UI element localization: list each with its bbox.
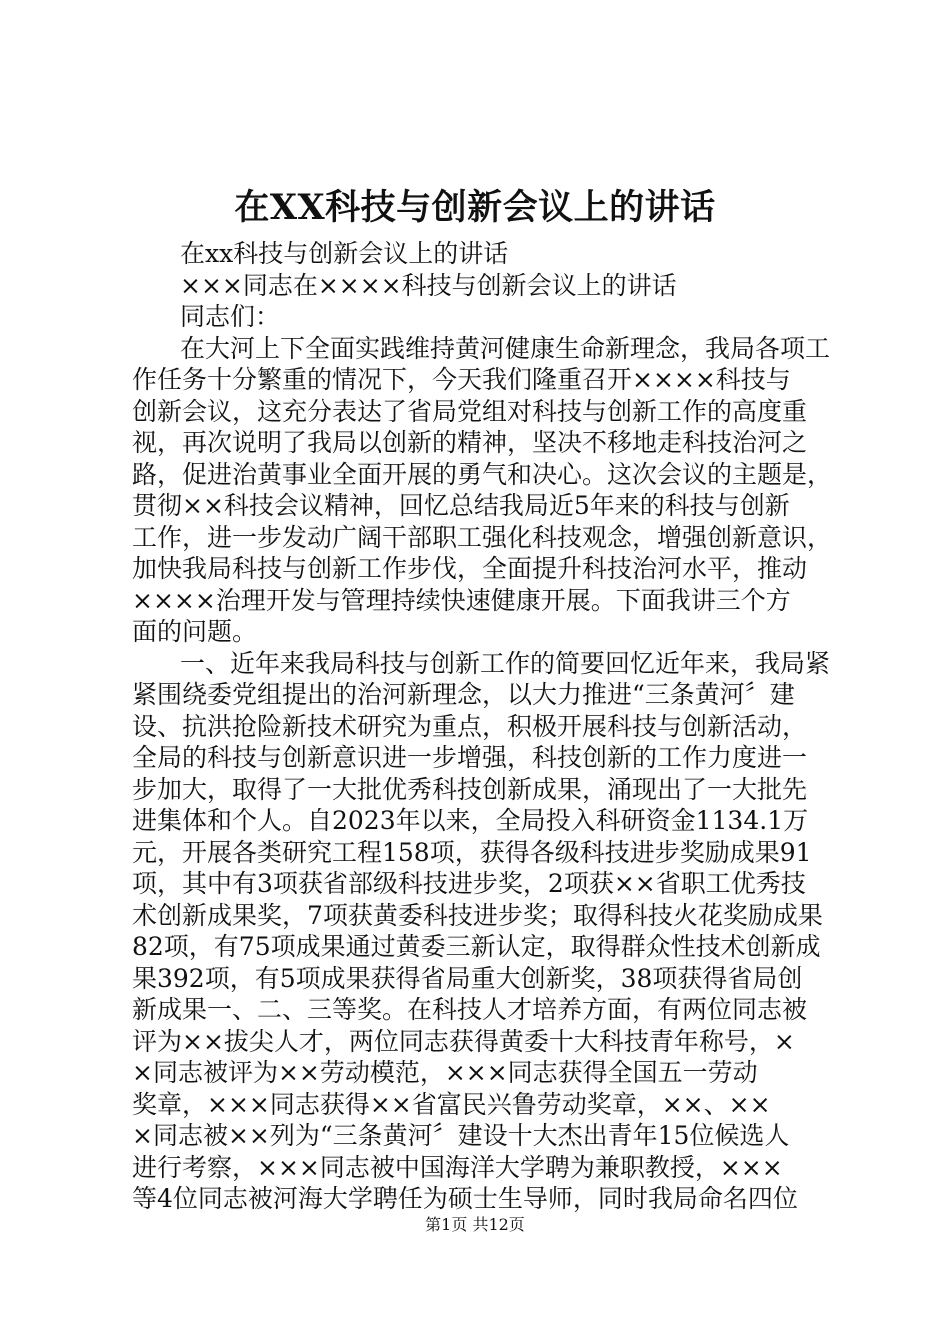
subtitle-line: 在xx科技与创新会议上的讲话	[180, 239, 509, 268]
paragraph-line: ×同志被××列为“三条黄河〞建设十大杰出青年15位候选人	[132, 1121, 790, 1150]
paragraph-line: 在大河上下全面实践维持黄河健康生命新理念，我局各项工	[180, 333, 831, 363]
document-title: 在XX科技与创新会议上的讲话	[234, 187, 716, 228]
paragraph-line: 视，再次说明了我局以创新的精神，坚决不移地走科技治河之	[132, 428, 808, 457]
paragraph-line: 面的问题。	[132, 617, 258, 646]
paragraph-line: 工作，进一步发动广阔干部职工强化科技观念，增强创新意识，	[132, 522, 833, 552]
page-number-footer: 第1页 共12页	[425, 1215, 525, 1234]
speaker-line: ×××同志在××××科技与创新会议上的讲话	[180, 270, 677, 300]
paragraph-line: 贯彻××科技会议精神，回忆总结我局近5年来的科技与创新	[132, 491, 790, 520]
salutation-line: 同志们：	[180, 302, 281, 331]
document-body	[132, 238, 832, 1215]
paragraph-line: 82项，有75项成果通过黄委三新认定，取得群众性技术创新成	[132, 932, 821, 961]
paragraph-line: 一、近年来我局科技与创新工作的简要回忆近年来，我局紧	[180, 648, 831, 678]
paragraph-line: 果392项，有5项成果获得省局重大创新奖，38项获得省局创	[132, 963, 803, 993]
paragraph-line: 进行考察，×××同志被中国海洋大学聘为兼职教授，×××	[132, 1152, 783, 1182]
paragraph-line: 紧围绕委党组提出的治河新理念，以大力推进“三条黄河〞建	[132, 680, 795, 709]
paragraph-line: 全局的科技与创新意识进一步增强，科技创新的工作力度进一	[132, 743, 808, 772]
paragraph-line: 设、抗洪抢险新技术研究为重点，积极开展科技与创新活动，	[132, 711, 808, 741]
paragraph-line: 元，开展各类研究工程158项，获得各级科技进步奖励成果91	[132, 837, 812, 867]
paragraph-line: 路，促进治黄事业全面开展的勇气和决心。这次会议的主题是，	[132, 459, 833, 489]
paragraph-line: 加快我局科技与创新工作步伐，全面提升科技治河水平，推动	[132, 554, 808, 583]
paragraph-line: 等4位同志被河海大学聘任为硕士生导师，同时我局命名四位	[132, 1184, 798, 1213]
paragraph-line: 新成果一、二、三等奖。在科技人才培养方面，有两位同志被	[132, 995, 808, 1024]
paragraph-line: 术创新成果奖，7项获黄委科技进步奖；取得科技火花奖励成果	[132, 900, 823, 930]
paragraph-line: 评为××拔尖人才，两位同志获得黄委十大科技青年称号，×	[132, 1026, 795, 1056]
paragraph-line: 作任务十分繁重的情况下，今天我们隆重召开××××科技与	[132, 365, 791, 394]
paragraph-line: ×同志被评为××劳动模范，×××同志获得全国五一劳动	[132, 1058, 758, 1087]
paragraph-line: 步加大，取得了一大批优秀科技创新成果，涌现出了一大批先	[132, 774, 808, 804]
paragraph-line: 创新会议，这充分表达了省局党组对科技与创新工作的高度重	[132, 396, 808, 426]
paragraph-line: 进集体和个人。自2023年以来，全局投入科研资金1134.1万	[132, 806, 809, 835]
paragraph-line: ××××治理开发与管理持续快速健康开展。下面我讲三个方	[132, 585, 791, 615]
paragraph-line: 项，其中有3项获省部级科技进步奖，2项获××省职工优秀技	[132, 869, 806, 898]
paragraph-line: 奖章，×××同志获得××省富民兴鲁劳动奖章，××、××	[132, 1089, 771, 1119]
